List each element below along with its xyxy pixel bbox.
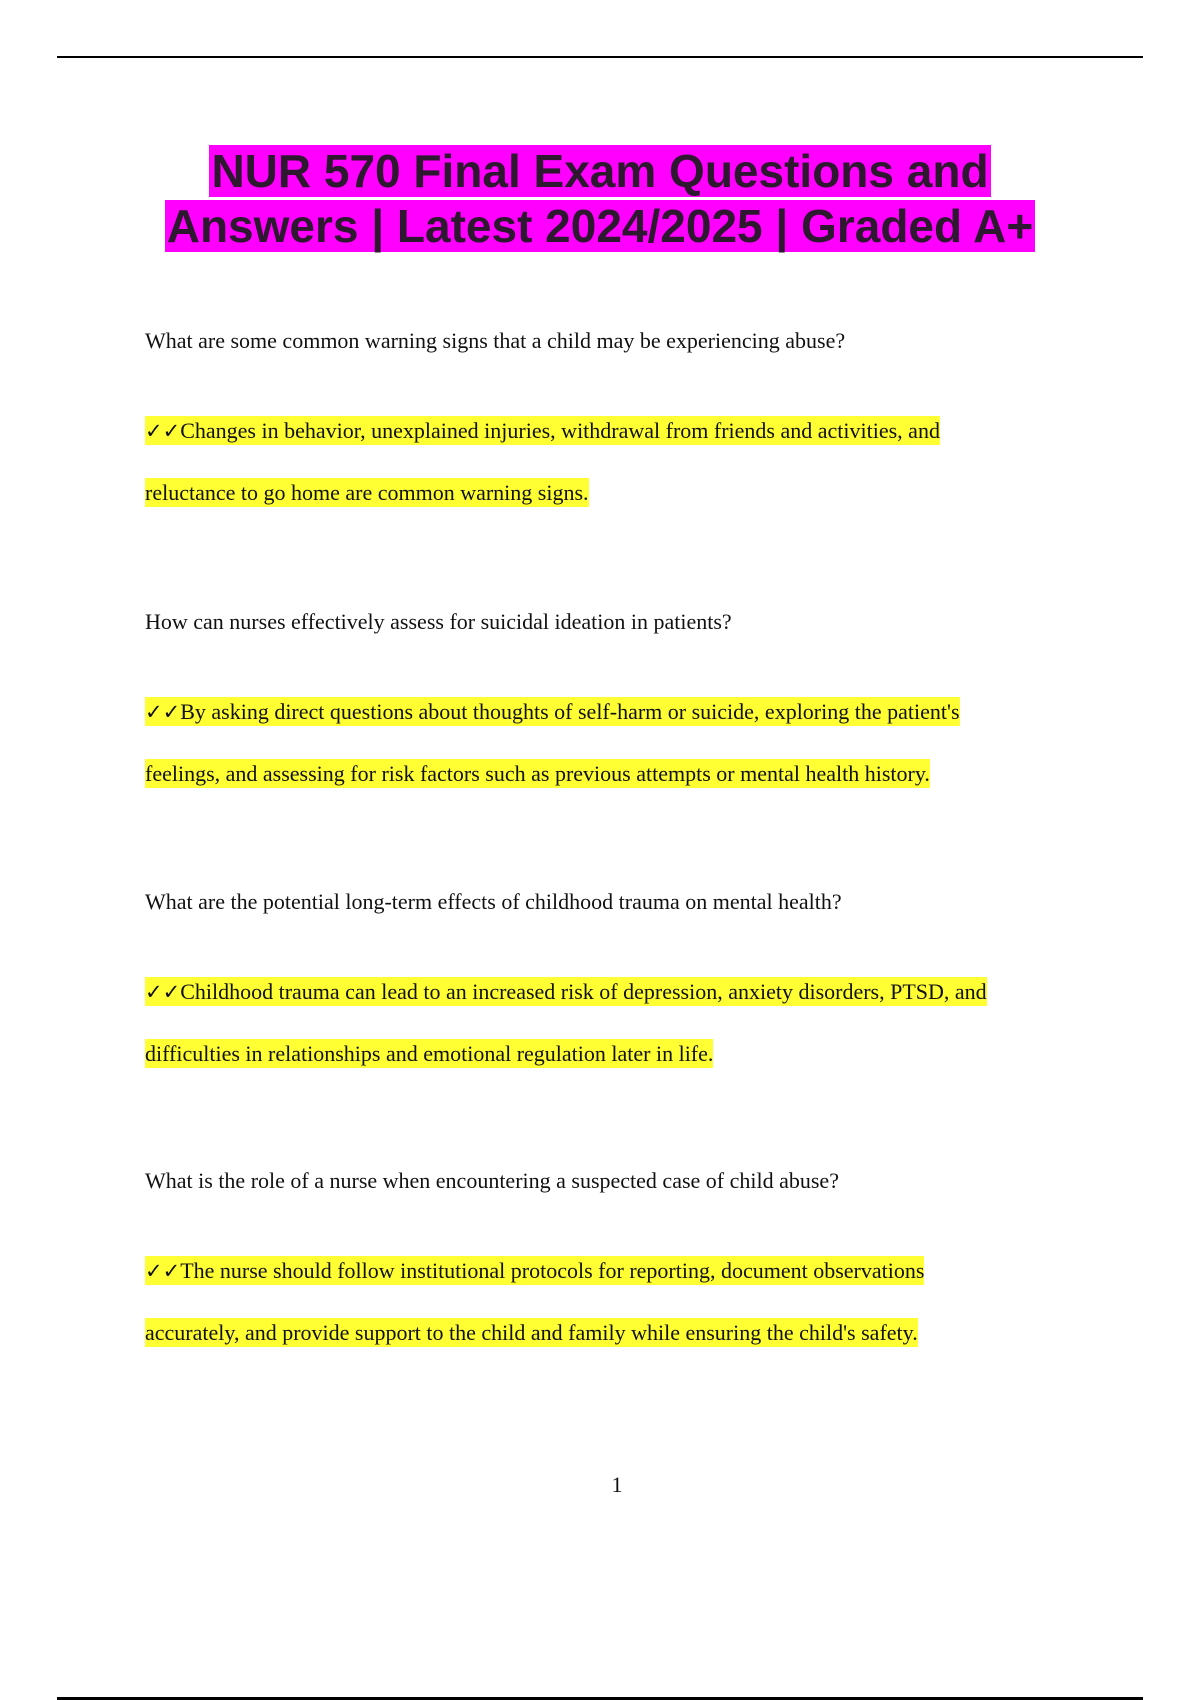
answer-3-line-2-text: difficulties in relationships and emotional regulation later in life. <box>145 1041 714 1066</box>
answer-3-line-1-text: Childhood trauma can lead to an increased risk of depression, anxiety disorders, PTSD, and <box>180 979 987 1004</box>
qa-item-2 <box>145 608 1085 804</box>
answer-2-line-2 <box>145 743 1085 804</box>
answer-3-line-2 <box>145 1023 1085 1084</box>
title-line-1-text: NUR 570 Final Exam Questions and <box>211 145 989 197</box>
answer-4-line-2 <box>145 1302 1085 1363</box>
title-line-2 <box>60 199 1140 254</box>
answer-1-line-2 <box>145 462 1085 523</box>
page-number: 1 <box>611 1472 623 1497</box>
answer-1-line-1-text: Changes in behavior, unexplained injuries, withdrawal from friends and activities, and <box>180 418 940 443</box>
answer-3-line-1 <box>145 961 1085 1023</box>
page-title <box>60 144 1140 254</box>
title-line-2-text: Answers | Latest 2024/2025 | Graded A+ <box>166 200 1034 252</box>
check-mark-icon: ✓✓ <box>145 1259 181 1283</box>
answer-4 <box>145 1240 1085 1363</box>
question-2: How can nurses effectively assess for suicidal ideation in patients? <box>145 609 732 634</box>
check-mark-icon: ✓✓ <box>145 419 181 443</box>
qa-item-1 <box>145 327 1085 523</box>
answer-4-line-1 <box>145 1240 1085 1302</box>
question-4: What is the role of a nurse when encountering a suspected case of child abuse? <box>145 1168 839 1193</box>
answer-2-line-1 <box>145 681 1085 743</box>
answer-4-line-2-text: accurately, and provide support to the child and family while ensuring the child's safety. <box>145 1320 918 1345</box>
check-mark-icon: ✓✓ <box>145 700 181 724</box>
answer-1-line-2-text: reluctance to go home are common warning signs. <box>145 480 589 505</box>
answer-2 <box>145 681 1085 804</box>
check-mark-icon: ✓✓ <box>145 980 181 1004</box>
answer-1 <box>145 400 1085 523</box>
title-line-1 <box>60 144 1140 199</box>
question-1: What are some common warning signs that a child may be experiencing abuse? <box>145 328 846 353</box>
top-rule <box>57 56 1143 58</box>
answer-2-line-1-text: By asking direct questions about thoughts of self-harm or suicide, exploring the patient's <box>180 699 960 724</box>
question-3: What are the potential long-term effects of childhood trauma on mental health? <box>145 889 842 914</box>
qa-item-4 <box>145 1167 1085 1363</box>
qa-item-3 <box>145 888 1085 1084</box>
answer-2-line-2-text: feelings, and assessing for risk factors such as previous attempts or mental health history. <box>145 761 930 786</box>
answer-1-line-1 <box>145 400 1085 462</box>
answer-3 <box>145 961 1085 1084</box>
answer-4-line-1-text: The nurse should follow institutional protocols for reporting, document observations <box>180 1258 925 1283</box>
